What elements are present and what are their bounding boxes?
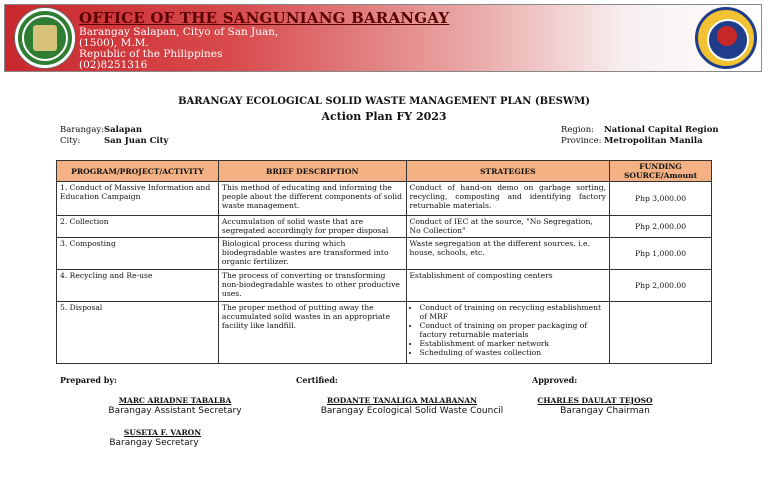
strategy-cell: Conduct of IEC at the source, "No Segregation, No Collection" <box>406 216 610 238</box>
strategy-cell: Conduct of hand-on demo on garbage sorting, recycling, composting and identifying factory returnable materials. <box>406 182 610 216</box>
table-row <box>57 216 712 238</box>
program-cell: 3. Composting <box>57 238 219 270</box>
prepared-by-title-1: Barangay Assistant Secretary <box>108 406 242 416</box>
program-cell: 1. Conduct of Massive Information and Education Campaign <box>57 182 219 216</box>
address-line-3: Republic of the Philippines <box>79 48 223 60</box>
address-line-1: Barangay Salapan, Cityo of San Juan, <box>79 26 279 38</box>
prepared-by-name-2: SUSETA F. VARON <box>123 428 202 437</box>
address-line-4: (02)8251316 <box>79 60 148 70</box>
amount-cell: Php 3,000.00 <box>610 182 712 216</box>
amount-cell: Php 2,000.00 <box>610 216 712 238</box>
table-row <box>57 238 712 270</box>
prepared-by-title-2: Barangay Secretary <box>109 438 199 448</box>
amount-cell: Php 1,000.00 <box>610 238 712 270</box>
certified-by-name: RODANTE TANALIGA MALABANAN <box>326 396 478 405</box>
barangay-seal-logo <box>15 8 75 68</box>
program-cell: 4. Recycling and Re-use <box>57 270 219 302</box>
certified-label: Certified: <box>296 375 338 385</box>
document-subtitle: Action Plan FY 2023 <box>321 110 447 123</box>
strategy-item: • Establishment of marker network <box>420 339 607 348</box>
city-label: City: <box>60 136 81 146</box>
program-cell: 5. Disposal <box>57 302 219 364</box>
address-line-2: (1500), M.M. <box>79 37 149 49</box>
office-title: OFFICE OF THE SANGUNIANG BARANGAY <box>79 9 450 27</box>
table-header-row <box>57 161 712 182</box>
table-row <box>57 270 712 302</box>
description-cell: Biological process during which biodegradable wastes are transformed into organic fertilizer. <box>218 238 406 270</box>
amount-cell <box>610 302 712 364</box>
prepared-by-label: Prepared by: <box>60 375 117 385</box>
description-cell: This method of educating and informing the people about the different components of solid waste management. <box>218 182 406 216</box>
strategy-cell: Establishment of composting centers <box>406 270 610 302</box>
strategy-item: • Scheduling of wastes collection <box>420 348 607 357</box>
approved-by-title: Barangay Chairman <box>560 406 650 416</box>
city-value: San Juan City <box>104 136 169 146</box>
action-plan-table <box>56 160 712 364</box>
certified-by-title: Barangay Ecological Solid Waste Council <box>320 406 504 416</box>
prepared-by-name-1: MARC ARIADNE TABALBA <box>118 396 232 405</box>
strategy-list <box>410 303 607 357</box>
header-strategies: STRATEGIES <box>406 161 610 182</box>
approved-by-name: CHARLES DAULAT TEJOSO <box>537 396 653 405</box>
header-banner <box>4 4 762 72</box>
strategy-item: • Conduct of training on recycling establishment of MRF <box>420 303 607 321</box>
program-cell: 2. Collection <box>57 216 219 238</box>
header-description: BRIEF DESCRIPTION <box>218 161 406 182</box>
strategy-item: • Conduct of training on proper packaging of factory returnable materials <box>420 321 607 339</box>
amount-cell: Php 2,000.00 <box>610 270 712 302</box>
province-value: Metropolitan Manila <box>604 136 703 146</box>
barangay-label: Barangay: <box>60 125 105 135</box>
document-title: BARANGAY ECOLOGICAL SOLID WASTE MANAGEMENT PLAN (BESWM) <box>178 96 590 107</box>
strategy-cell: Waste segregation at the different sources, i.e. house, schools, etc. <box>406 238 610 270</box>
table-row <box>57 182 712 216</box>
city-seal-logo <box>695 7 757 69</box>
header-program: PROGRAM/PROJECT/ACTIVITY <box>57 161 219 182</box>
description-cell: The process of converting or transforming non-biodegradable wastes to other productive uses. <box>218 270 406 302</box>
barangay-value: Salapan <box>104 125 143 135</box>
description-cell: The proper method of putting away the accumulated solid wastes in an appropriate facility like landfill. <box>218 302 406 364</box>
strategy-cell <box>406 302 610 364</box>
region-label: Region: <box>561 125 595 135</box>
header-funding: FUNDING SOURCE/Amount <box>610 161 712 182</box>
province-label: Province: <box>561 136 602 146</box>
description-cell: Accumulation of solid waste that are segregated accordingly for proper disposal <box>218 216 406 238</box>
region-value: National Capital Region <box>604 125 719 135</box>
approved-label: Approved: <box>532 375 578 385</box>
table-row <box>57 302 712 364</box>
